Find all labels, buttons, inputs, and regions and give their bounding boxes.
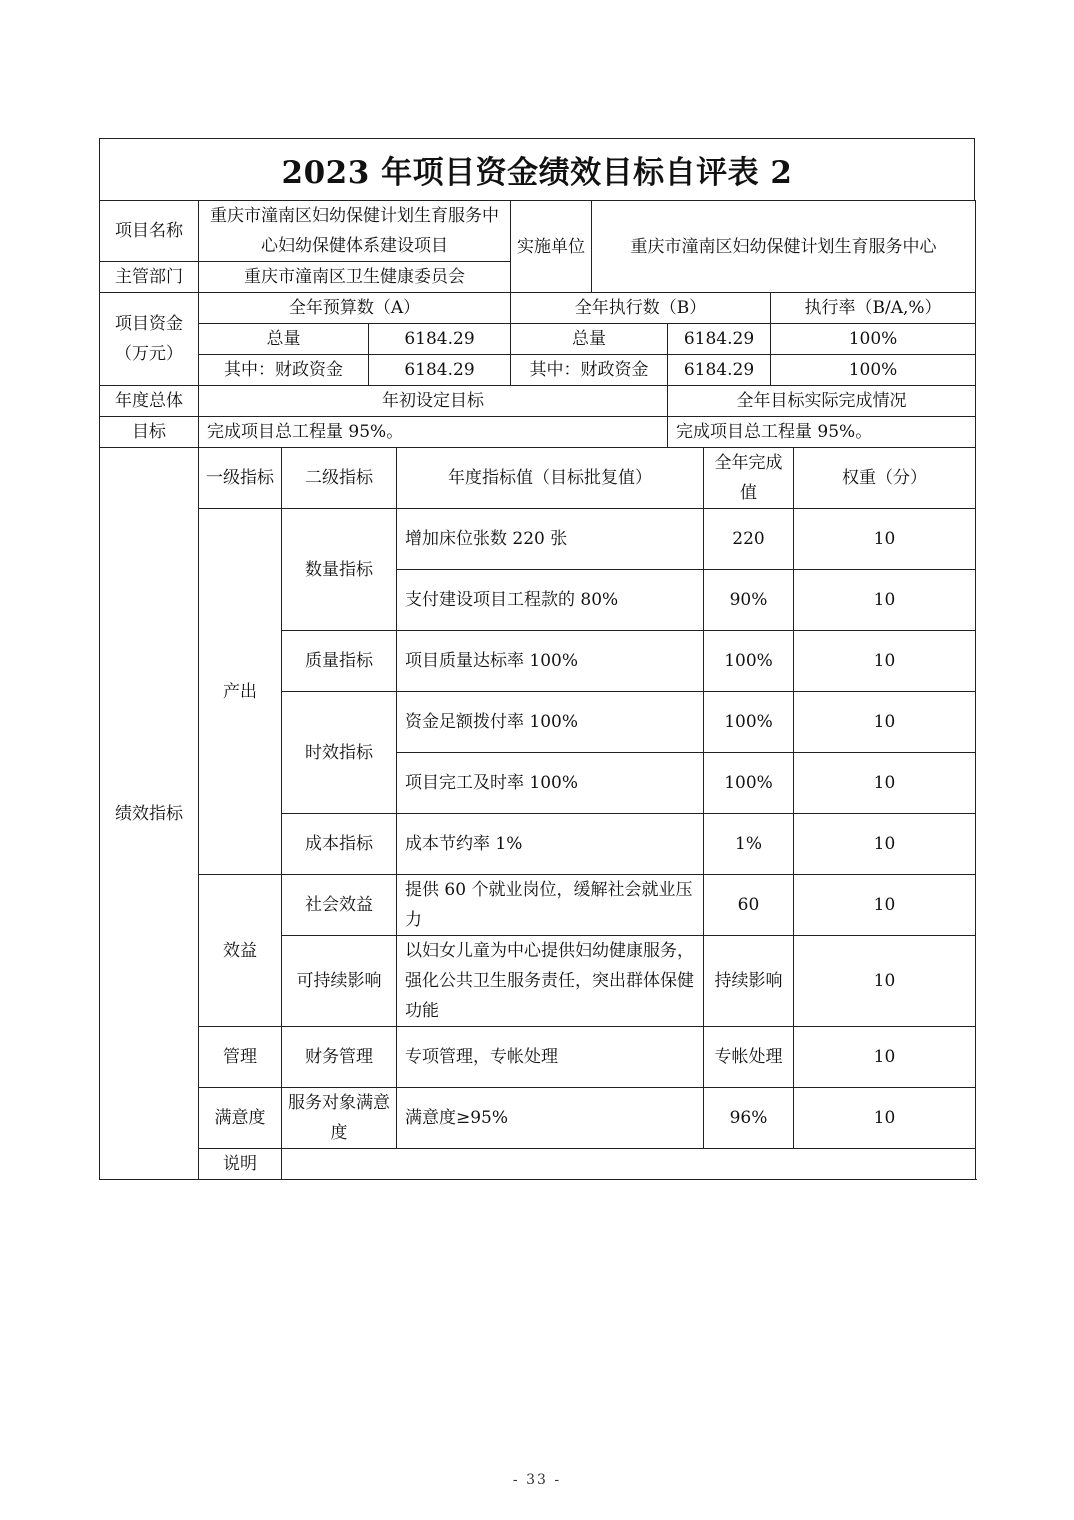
row-target: 项目完工及时率 100%: [397, 753, 704, 814]
fiscal-budget: 6184.29: [369, 355, 511, 386]
goal-actual: 完成项目总工程量 95%。: [668, 417, 976, 448]
level2-quantity: 数量指标: [282, 509, 397, 631]
note-value: [282, 1149, 976, 1180]
row-target: 成本节约率 1%: [397, 814, 704, 875]
performance-label: 绩效指标: [100, 448, 199, 1180]
row-target: 专项管理，专帐处理: [397, 1027, 704, 1088]
row-target: 项目质量达标率 100%: [397, 631, 704, 692]
evaluation-form: [99, 138, 975, 1180]
header-level1: 一级指标: [199, 448, 282, 509]
row-actual: 1%: [704, 814, 794, 875]
row-weight: 10: [794, 631, 976, 692]
row-weight: 10: [794, 509, 976, 570]
row-target: 提供 60 个就业岗位，缓解社会就业压力: [397, 875, 704, 936]
evaluation-table: [99, 200, 976, 1180]
row-target: 增加床位张数 220 张: [397, 509, 704, 570]
form-title: 2023 年项目资金绩效目标自评表 2: [99, 138, 975, 200]
level2-finance: 财务管理: [282, 1027, 397, 1088]
row-actual: 100%: [704, 631, 794, 692]
row-actual: 220: [704, 509, 794, 570]
level2-timeliness: 时效指标: [282, 692, 397, 814]
row-target: 资金足额拨付率 100%: [397, 692, 704, 753]
row-actual: 100%: [704, 753, 794, 814]
dept-value: 重庆市潼南区卫生健康委员会: [199, 262, 511, 293]
total-label-a: 总量: [199, 324, 369, 355]
row-weight: 10: [794, 936, 976, 1027]
group-output: 产出: [199, 509, 282, 875]
budget-header: 全年预算数（A）: [199, 293, 511, 324]
goal-label-2: 目标: [100, 417, 199, 448]
level2-social: 社会效益: [282, 875, 397, 936]
row-target: 支付建设项目工程款的 80%: [397, 570, 704, 631]
level2-cost: 成本指标: [282, 814, 397, 875]
goal-label-1: 年度总体: [100, 386, 199, 417]
row-actual: 持续影响: [704, 936, 794, 1027]
row-target: 以妇女儿童为中心提供妇幼健康服务，强化公共卫生服务责任，突出群体保健功能: [397, 936, 704, 1027]
total-rate: 100%: [771, 324, 976, 355]
dept-label: 主管部门: [100, 262, 199, 293]
group-satisfaction: 满意度: [199, 1088, 282, 1149]
row-weight: 10: [794, 814, 976, 875]
total-budget: 6184.29: [369, 324, 511, 355]
row-weight: 10: [794, 692, 976, 753]
row-actual: 96%: [704, 1088, 794, 1149]
note-label: 说明: [199, 1149, 282, 1180]
row-target: 满意度≥95%: [397, 1088, 704, 1149]
goal-initial-header: 年初设定目标: [199, 386, 668, 417]
row-weight: 10: [794, 570, 976, 631]
row-actual: 100%: [704, 692, 794, 753]
header-weight: 权重（分）: [794, 448, 976, 509]
group-management: 管理: [199, 1027, 282, 1088]
row-weight: 10: [794, 753, 976, 814]
fiscal-rate: 100%: [771, 355, 976, 386]
level2-sustainable: 可持续影响: [282, 936, 397, 1027]
total-label-b: 总量: [511, 324, 668, 355]
level2-quality: 质量指标: [282, 631, 397, 692]
row-weight: 10: [794, 875, 976, 936]
total-exec: 6184.29: [668, 324, 771, 355]
exec-header: 全年执行数（B）: [511, 293, 771, 324]
header-level2: 二级指标: [282, 448, 397, 509]
fiscal-label-b: 其中：财政资金: [511, 355, 668, 386]
header-target: 年度指标值（目标批复值）: [397, 448, 704, 509]
row-actual: 90%: [704, 570, 794, 631]
goal-initial: 完成项目总工程量 95%。: [199, 417, 668, 448]
rate-header: 执行率（B/A,%）: [771, 293, 976, 324]
impl-unit-label: 实施单位: [511, 201, 592, 293]
page-number: - 33 -: [512, 1472, 562, 1488]
row-weight: 10: [794, 1027, 976, 1088]
fiscal-label-a: 其中：财政资金: [199, 355, 369, 386]
funds-label: 项目资金（万元）: [100, 293, 199, 386]
fiscal-exec: 6184.29: [668, 355, 771, 386]
row-actual: 60: [704, 875, 794, 936]
impl-unit-value: 重庆市潼南区妇幼保健计划生育服务中心: [592, 201, 976, 293]
row-weight: 10: [794, 1088, 976, 1149]
header-actual: 全年完成值: [704, 448, 794, 509]
level2-service: 服务对象满意度: [282, 1088, 397, 1149]
goal-actual-header: 全年目标实际完成情况: [668, 386, 976, 417]
group-benefit: 效益: [199, 875, 282, 1027]
project-name-label: 项目名称: [100, 201, 199, 262]
project-name-value: 重庆市潼南区妇幼保健计划生育服务中心妇幼保健体系建设项目: [199, 201, 511, 262]
row-actual: 专帐处理: [704, 1027, 794, 1088]
